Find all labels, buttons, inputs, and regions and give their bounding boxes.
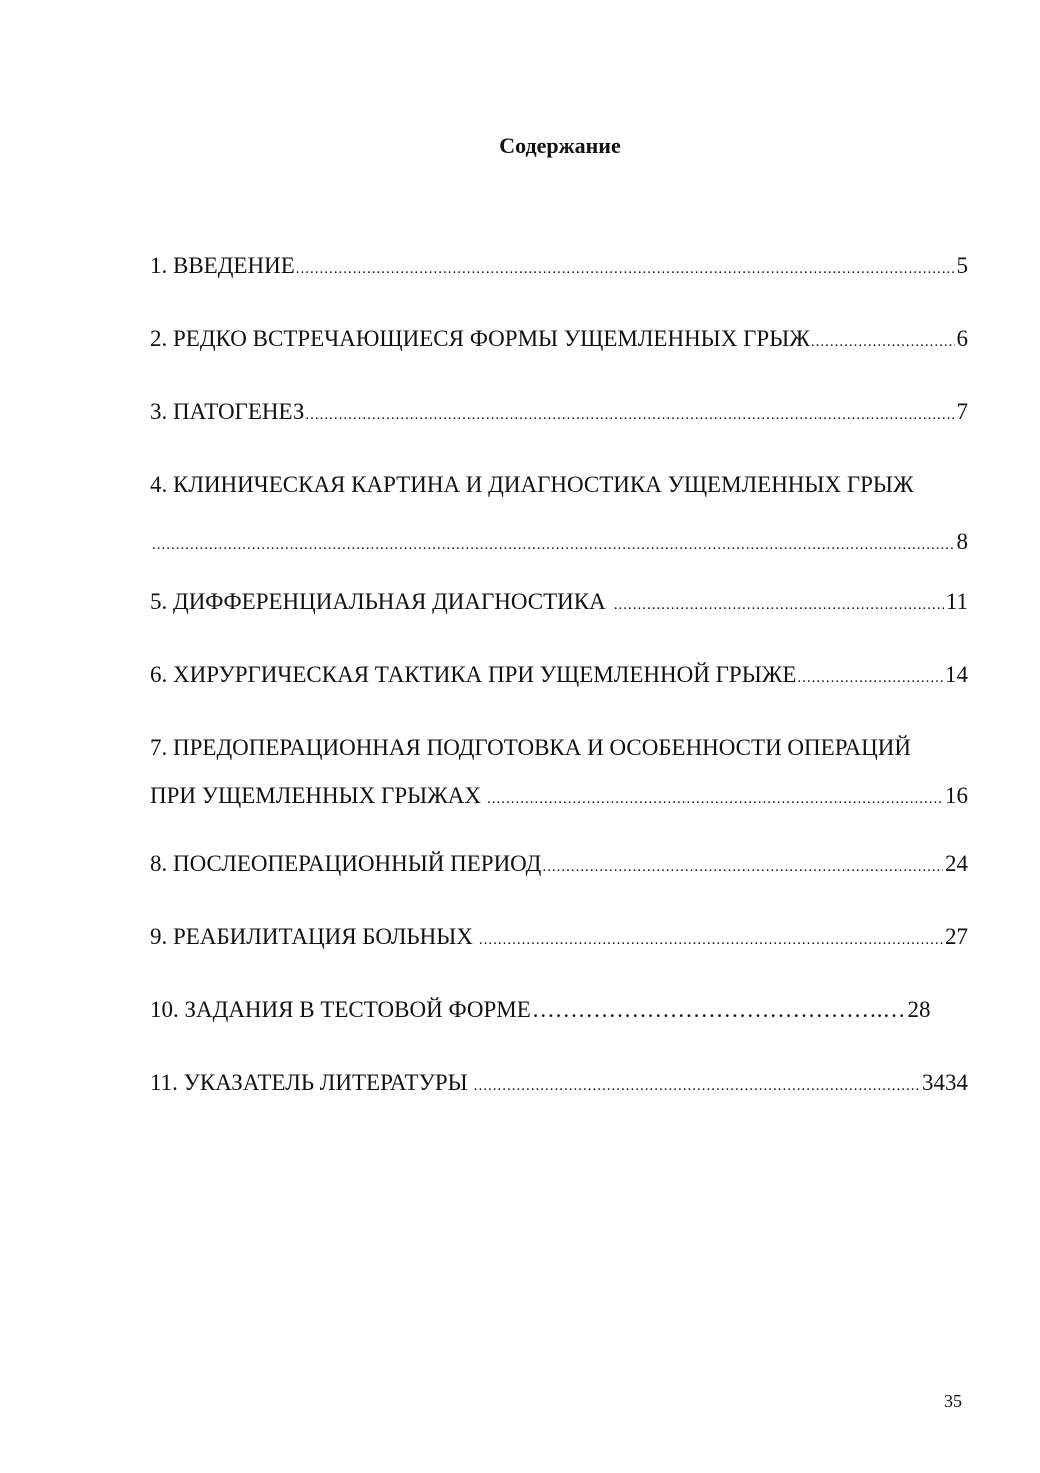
toc-leader-dots [474,1071,920,1101]
toc-entry-label: 10. ЗАДАНИЯ В ТЕСТОВОЙ ФОРМЕ [150,997,531,1022]
toc-leader-dots: ……………………………………….… [531,997,906,1022]
toc-entry-label: 3. ПАТОГЕНЕЗ [150,399,305,424]
toc-entry-page: 3434 [922,1070,968,1095]
toc-entry-page: 8 [956,529,968,554]
toc-entry-label: 5. ДИФФЕРЕНЦИАЛЬНАЯ ДИАГНОСТИКА [150,589,606,614]
toc-entry-label: 8. ПОСЛЕОПЕРАЦИОННЫЙ ПЕРИОД [150,851,542,876]
toc-entry-label: ПРИ УЩЕМЛЕННЫХ ГРЫЖАХ [150,783,482,808]
toc-entry-differential-diagnosis[interactable] [150,587,968,620]
toc-leader-dots [487,784,943,814]
toc-entry-tests[interactable] [150,995,956,1025]
toc-entry-rare-forms[interactable] [150,324,968,357]
toc-entry-clinical-picture[interactable] [150,470,968,560]
toc-leader-dots [479,925,943,955]
toc-entry-label: 2. РЕДКО ВСТРЕЧАЮЩИЕСЯ ФОРМЫ УЩЕМЛЕННЫХ ГРЫЖ [150,326,810,351]
toc-entry-page: 28 [907,997,931,1022]
toc-entry-postoperative[interactable] [150,849,968,882]
toc-entry-page: 7 [956,399,968,424]
toc-entry-page: 5 [956,253,968,278]
page-title: Содержание [499,133,621,158]
toc-entry-page: 11 [945,589,968,614]
toc-entry-introduction[interactable] [150,251,968,284]
page-number: 35 [944,1391,962,1411]
toc-entry-rehabilitation[interactable] [150,922,968,955]
toc-leader-dots [542,852,943,882]
toc-leader-dots [152,530,955,560]
toc-entry-label: 1. ВВЕДЕНИЕ [150,253,295,278]
toc-leader-dots [305,400,954,430]
toc-entry-preoperative[interactable] [150,733,968,814]
toc-entry-label: 9. РЕАБИЛИТАЦИЯ БОЛЬНЫХ [150,924,473,949]
toc-entry-pathogenesis[interactable] [150,397,968,430]
toc-entry-label: 11. УКАЗАТЕЛЬ ЛИТЕРАТУРЫ [150,1070,468,1095]
toc-entry-references[interactable] [150,1068,968,1101]
toc-leader-dots [296,254,955,284]
toc-leader-dots [811,327,955,357]
toc-entry-page: 6 [956,326,968,351]
toc-entry-label: 6. ХИРУРГИЧЕСКАЯ ТАКТИКА ПРИ УЩЕМЛЕННОЙ ГРЫЖЕ [150,662,797,687]
toc-leader-dots [797,663,943,693]
toc-entry-page: 24 [945,851,968,876]
toc-entry-page: 16 [945,783,968,808]
toc-leader-dots [614,590,944,620]
toc-entry-label: 7. ПРЕДОПЕРАЦИОННАЯ ПОДГОТОВКА И ОСОБЕННОСТИ ОПЕРАЦИЙ [150,735,911,760]
toc-entry-page: 14 [945,662,968,687]
toc-entry-label: 4. КЛИНИЧЕСКАЯ КАРТИНА И ДИАГНОСТИКА УЩЕМЛЕННЫХ ГРЫЖ [150,472,914,497]
toc-entry-page: 27 [945,924,968,949]
toc-entry-surgical-tactics[interactable] [150,660,968,693]
